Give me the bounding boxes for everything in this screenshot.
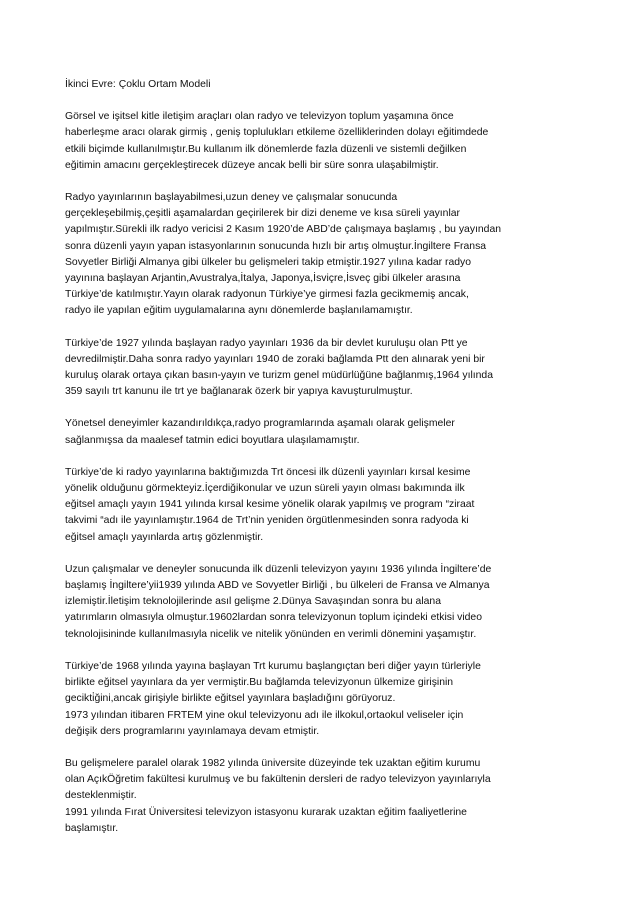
- text-line: değişik ders programlarını yayınlamaya devam etmiştir.: [65, 725, 320, 737]
- paragraph: [65, 465, 577, 546]
- text-line: eğitsel amaçlı yayınlarda artış gözlenmiştir.: [65, 531, 264, 543]
- text-line: yatırımların olmasıyla olmuştur.19602lardan sonra televizyonun toplum içindeki etkisi video: [65, 612, 482, 624]
- text-line: yönelik olduğunu görmekteyiz.İçerdiğikonular ve uzun süreli yayın olması bakımında ilk: [65, 483, 465, 495]
- paragraph: [65, 659, 577, 740]
- text-line: Türkiye’de 1968 yılında yayına başlayan Trt kurumu başlangıçtan beri diğer yayın türleriyle: [65, 660, 481, 672]
- paragraph: [65, 756, 577, 837]
- text-line: etkili biçimde kullanılmıştır.Bu kullanım ilk dönemlerde fazla düzenli ve sistemli değilken: [65, 143, 467, 155]
- text-line: Radyo yayınlarının başlayabilmesi,uzun deney ve çalışmalar sonucunda: [65, 192, 398, 204]
- text-line: Türkiye’de ki radyo yayınlarına baktığımızda Trt öncesi ilk düzenli yayınları kırsal kesime: [65, 466, 471, 478]
- text-line: gerçekleşebilmiş,çeşitli aşamalardan geçirilerek bir dizi deneme ve kısa süreli yayınlar: [65, 208, 461, 220]
- text-line: Görsel ve işitsel kitle iletişim araçları olan radyo ve televizyon toplum yaşamına önce: [65, 111, 454, 123]
- text-line: başlamıştır.: [65, 822, 119, 834]
- text-line: eğitimin amacını gerçekleştirecek düzeye ancak belli bir süre sonra ulaşabilmiştir.: [65, 159, 439, 171]
- text-line: teknolojisininde kullanılmasıyla nicelik ve nitelik yönünden en verimli dönemini yaşamıştır.: [65, 628, 477, 640]
- text-line: Sovyetler Birliği Almanya gibi ülkeler bu gelişmeleri takip etmiştir.1927 yılına kadar radyo: [65, 256, 471, 268]
- paragraph: [65, 190, 577, 320]
- text-line: 1991 yılında Fırat Üniversitesi televizyon istasyonu kurarak uzaktan eğitim faaliyetlerine: [65, 806, 467, 818]
- text-line: kuruluş olarak ortaya çıkan basın-yayın ve turizm genel müdürlüğüne bağlanmış,1964 yılında: [65, 370, 493, 382]
- paragraph: [65, 416, 577, 448]
- text-line: Uzun çalışmalar ve deneyler sonucunda ilk düzenli televizyon yayını 1936 yılında İngiltere’de: [65, 563, 492, 575]
- text-line: Türkiye’de 1927 yılında başlayan radyo yayınları 1936 da bir devlet kuruluşu olan Ptt ye: [65, 337, 468, 349]
- text-line: yayınına başlayan Arjantin,Avustralya,İtalya, Japonya,İsviçre,İsveç gibi ülkeler arasına: [65, 273, 461, 285]
- text-line: gecikti̇ğini,ancak girişiyle birlikte eğitsel yayınlara başladığını görüyoruz.: [65, 693, 396, 705]
- text-line: olan AçıkÖğretim fakültesi kurulmuş ve bu fakültenin dersleri de radyo televizyon yayınlarıyla: [65, 774, 491, 786]
- text-line: sonra düzenli yayın yapan istasyonlarının sonucunda hızlı bir artış olmuştur.İngiltere Fransa: [65, 240, 487, 252]
- text-line: haberleşme aracı olarak girmiş , geniş toplulukları etkileme özelliklerinden dolayı eğitimdede: [65, 127, 489, 139]
- text-line: radyo ile yapılan eğitim uygulamalarına aynı dönemlerde başlanılamamıştır.: [65, 305, 413, 317]
- text-line: 1973 yılından itibaren FRTEM yine okul televizyonu adı ile ilkokul,ortaokul veliseler için: [65, 709, 464, 721]
- text-line: Yönetsel deneyimler kazandırıldıkça,radyo programlarında aşamalı olarak gelişmeler: [65, 418, 455, 430]
- text-line: takvimi “adı ile yayınlamıştır.1964 de Trt’nin yeniden örgütlenmesinden sonra radyoda ki: [65, 515, 469, 527]
- text-line: desteklenmiştir.: [65, 790, 137, 802]
- text-line: devredilmiştir.Daha sonra radyo yayınları 1940 de zoraki bağlamda Ptt den alınarak yeni bir: [65, 353, 485, 365]
- text-line: 359 sayılı trt kanunu ile trt ye bağlanarak özerk bir yapıya kavuşturulmuştur.: [65, 386, 413, 398]
- text-line: birlikte eğitsel yayınlara da yer vermiştir.Bu bağlamda televizyonun ülkemize girişinin: [65, 677, 454, 689]
- text-line: izlemiştir.İletişim teknolojilerinde asıl gelişme 2.Dünya Savaşından sonra bu alana: [65, 596, 441, 608]
- text-line: eğitsel amaçlı yayın 1941 yılında kırsal kesime yönelik olarak yapılmış ve program “ziraat: [65, 499, 475, 511]
- text-line: Türkiye’de katılmıştır.Yayın olarak radyonun Türkiye’ye girmesi fazla gecikmemiş ancak,: [65, 289, 469, 301]
- paragraph: [65, 109, 577, 174]
- document-page: [65, 77, 577, 853]
- paragraph: [65, 336, 577, 401]
- text-line: Bu gelişmelere paralel olarak 1982 yılında üniversite düzeyinde tek uzaktan eğitim kurumu: [65, 757, 481, 769]
- paragraph: [65, 562, 577, 643]
- text-line: başlamış İngiltere’yii1939 yılında ABD ve Sovyetler Birliği , bu ülkeleri de Fransa ve Almanya: [65, 580, 490, 592]
- document-body: [65, 109, 577, 837]
- text-line: yapılmıştır.Sürekli ilk radyo vericisi 2 Kasım 1920’de ABD’de çalışmaya başlamış , bu yayından: [65, 224, 502, 236]
- text-line: sağlanmışsa da maalesef tatmin edici boyutlara ulaşılamamıştır.: [65, 434, 360, 446]
- document-heading: İkinci Evre: Çoklu Ortam Modeli: [65, 79, 211, 90]
